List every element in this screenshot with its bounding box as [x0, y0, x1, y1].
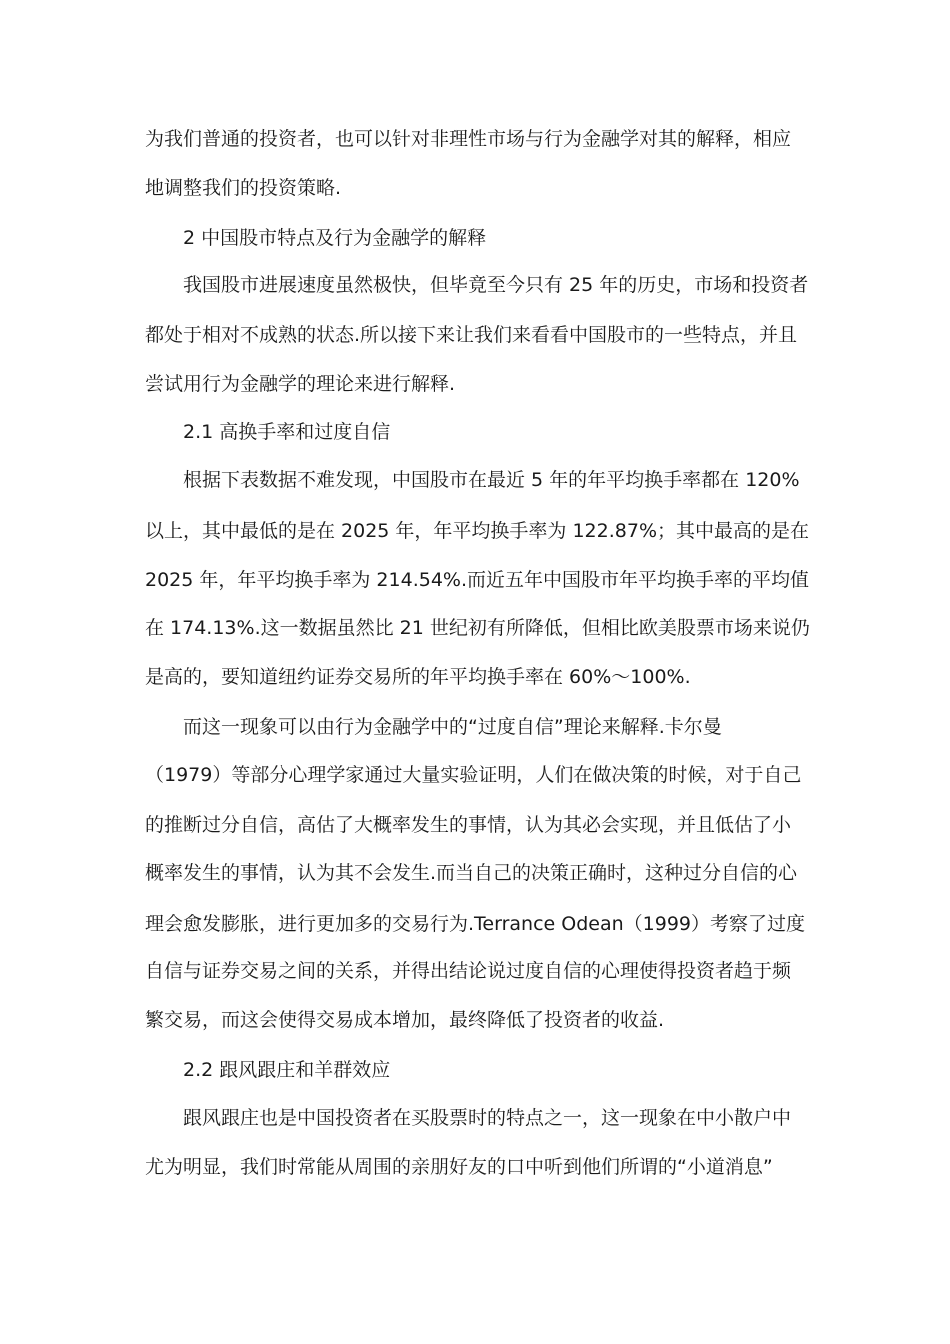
paragraph-line: （1979）等部分心理学家通过大量实验证明，人们在做决策的时候，对于自己 — [145, 764, 802, 786]
paragraph-line: 尝试用行为金融学的理论来进行解释. — [145, 373, 456, 395]
paragraph-line: 我国股市进展速度虽然极快，但毕竟至今只有 25 年的历史，市场和投资者 — [183, 274, 809, 296]
paragraph-line: 繁交易，而这会使得交易成本增加，最终降低了投资者的收益. — [145, 1009, 665, 1031]
paragraph-line: 的推断过分自信，高估了大概率发生的事情，认为其必会实现，并且低估了小 — [145, 814, 792, 836]
section-heading: 2 中国股市特点及行为金融学的解释 — [183, 227, 487, 249]
paragraph-line: 而这一现象可以由行为金融学中的“过度自信”理论来解释.卡尔曼 — [183, 716, 722, 738]
paragraph-line: 地调整我们的投资策略. — [145, 177, 342, 199]
paragraph-line: 尤为明显，我们时常能从周围的亲朋好友的口中听到他们所谓的“小道消息” — [145, 1156, 773, 1178]
subsection-heading: 2.1 高换手率和过度自信 — [183, 421, 391, 443]
paragraph-line: 在 174.13%.这一数据虽然比 21 世纪初有所降低，但相比欧美股票市场来说仍 — [145, 617, 810, 639]
paragraph-line: 理会愈发膨胀，进行更加多的交易行为.Terrance Odean（1999）考察了过度 — [145, 913, 806, 935]
paragraph-line: 是高的，要知道纽约证券交易所的年平均换手率在 60%～100%. — [145, 666, 691, 688]
paragraph-line: 跟风跟庄也是中国投资者在买股票时的特点之一，这一现象在中小散户中 — [183, 1107, 792, 1129]
paragraph-line: 概率发生的事情，认为其不会发生.而当自己的决策正确时，这种过分自信的心 — [145, 862, 798, 884]
paragraph-line: 根据下表数据不难发现，中国股市在最近 5 年的年平均换手率都在 120% — [183, 469, 800, 491]
paragraph-line: 以上，其中最低的是在 2025 年，年平均换手率为 122.87%；其中最高的是在 — [145, 520, 810, 542]
paragraph-line: 自信与证券交易之间的关系，并得出结论说过度自信的心理使得投资者趋于频 — [145, 960, 792, 982]
paragraph-line: 为我们普通的投资者，也可以针对非理性市场与行为金融学对其的解释，相应 — [145, 128, 792, 150]
subsection-heading: 2.2 跟风跟庄和羊群效应 — [183, 1059, 391, 1081]
paragraph-line: 都处于相对不成熟的状态.所以接下来让我们来看看中国股市的一些特点，并且 — [145, 324, 798, 346]
paragraph-line: 2025 年，年平均换手率为 214.54%.而近五年中国股市年平均换手率的平均值 — [145, 569, 810, 591]
